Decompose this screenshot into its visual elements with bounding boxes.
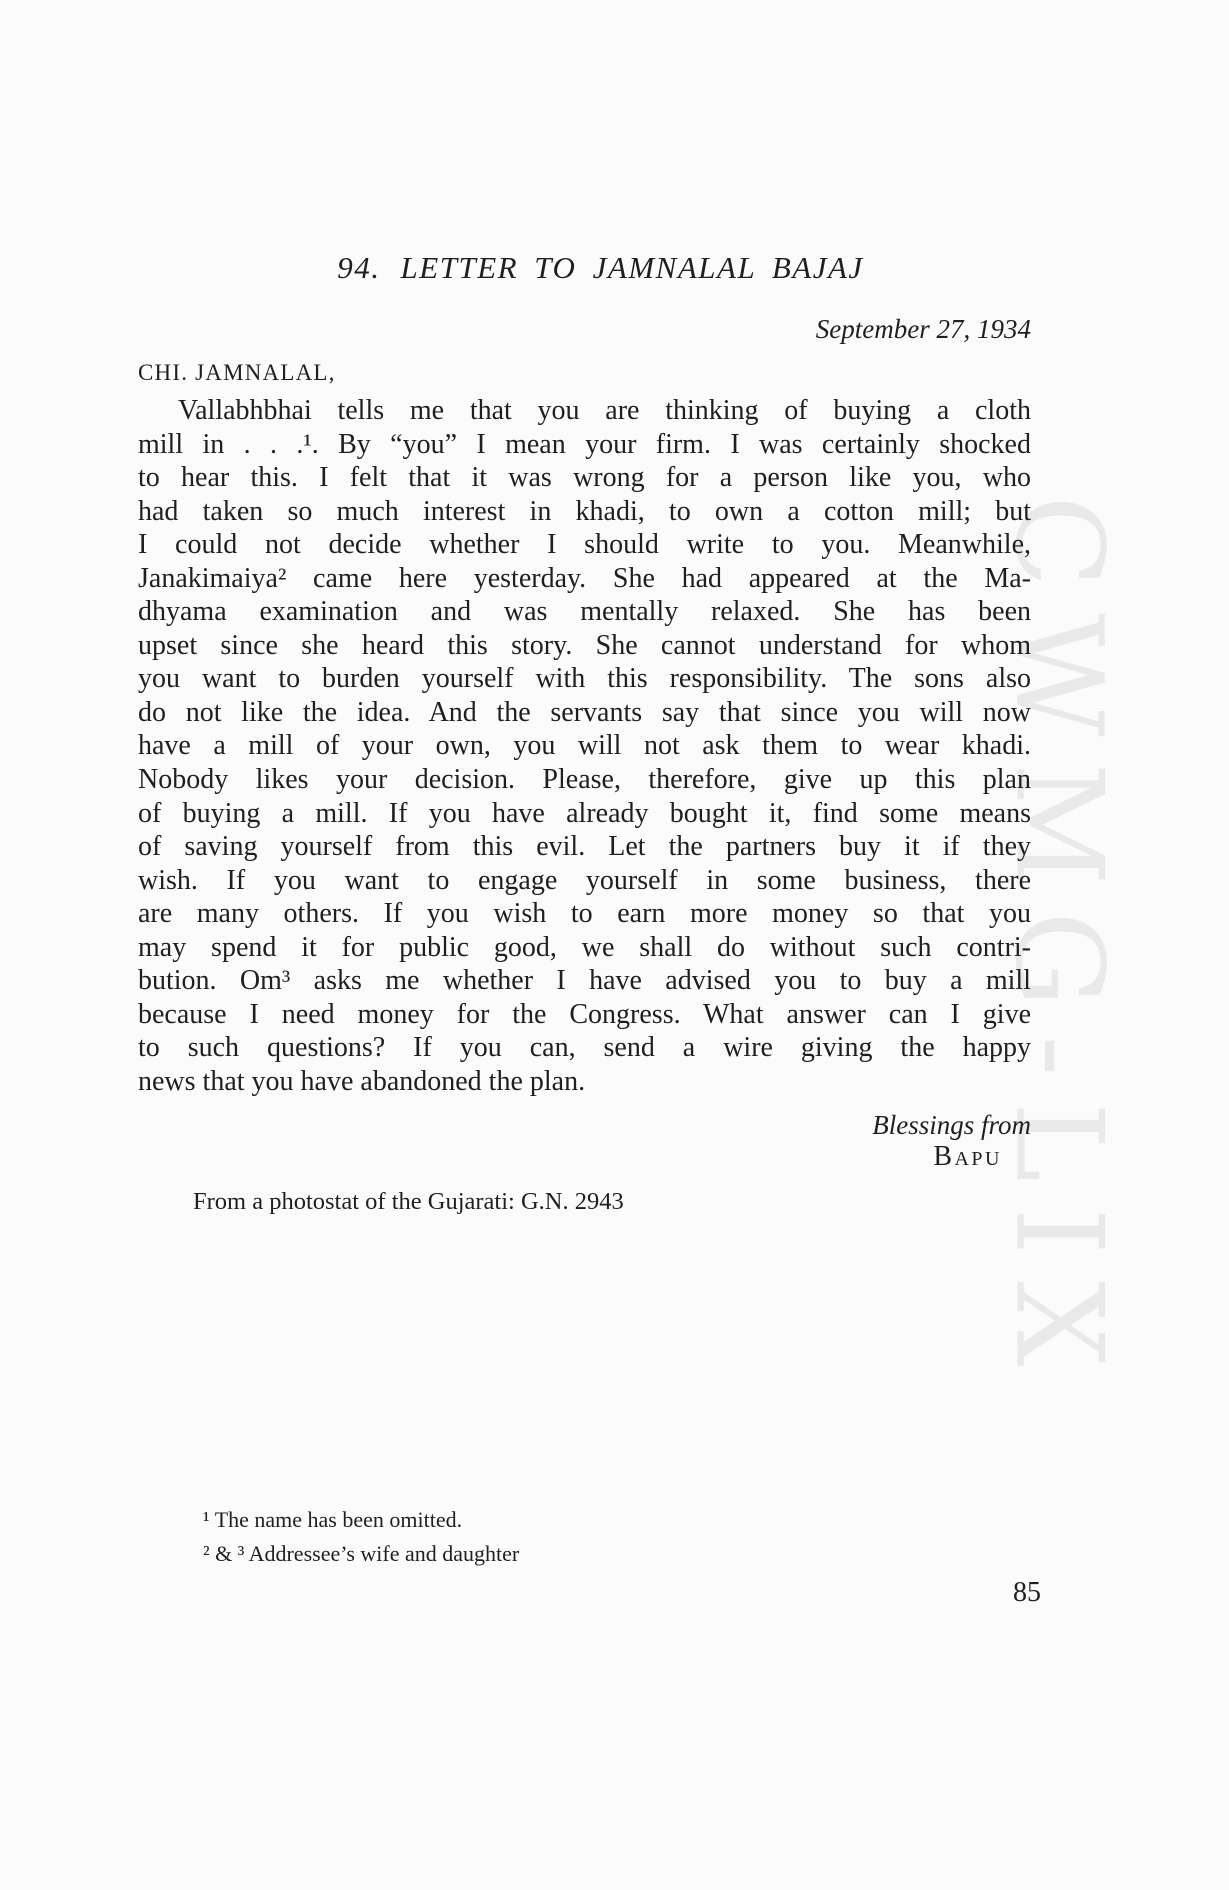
letter-body-line: do not like the idea. And the servants say that since you will now bbox=[138, 696, 1031, 728]
letter-body bbox=[138, 394, 1031, 1098]
footnotes bbox=[203, 1503, 519, 1571]
letter-body-line: upset since she heard this story. She cannot understand for whom bbox=[138, 629, 1031, 661]
letter-body-line: wish. If you want to engage yourself in some business, there bbox=[138, 864, 1031, 896]
letter-body-line: Nobody likes your decision. Please, therefore, give up this plan bbox=[138, 764, 1031, 796]
letter-body-line: Janakimaiya² came here yesterday. She had appeared at the Ma- bbox=[138, 562, 1031, 594]
letter-body-line: to hear this. I felt that it was wrong for a person like you, who bbox=[138, 462, 1031, 494]
letter-body-line: because I need money for the Congress. What answer can I give bbox=[138, 998, 1031, 1030]
volume-watermark: CWMG-LIX bbox=[988, 495, 1128, 1393]
letter-body-line: to such questions? If you can, send a wire giving the happy bbox=[138, 1032, 1031, 1064]
footnote-1: ¹ The name has been omitted. bbox=[203, 1507, 463, 1532]
letter-valediction: Blessings from bbox=[872, 1110, 1031, 1140]
letter-body-line: I could not decide whether I should write to you. Meanwhile, bbox=[138, 529, 1031, 561]
letter-title: LETTER TO JAMNALAL BAJAJ bbox=[400, 250, 864, 285]
source-reference: From a photostat of the Gujarati: G.N. 2943 bbox=[193, 1188, 624, 1215]
letter-body-line: are many others. If you wish to earn more money so that you bbox=[138, 898, 1031, 930]
letter-signature: Bapu bbox=[933, 1141, 1002, 1172]
letter-body-line: had taken so much interest in khadi, to own a cotton mill; but bbox=[138, 495, 1031, 527]
letter-body-line: you want to burden yourself with this responsibility. The sons also bbox=[138, 663, 1031, 695]
letter-date: September 27, 1934 bbox=[815, 314, 1031, 344]
letter-body-line: mill in . . .¹. By “you” I mean your firm. I was certainly shocked bbox=[138, 428, 1031, 460]
letter-body-line: of buying a mill. If you have already bought it, find some means bbox=[138, 797, 1031, 829]
page-number: 85 bbox=[1013, 1577, 1041, 1608]
letter-number: 94. bbox=[337, 250, 381, 285]
letter-heading bbox=[154, 250, 1047, 286]
letter-body-line: of saving yourself from this evil. Let the partners buy it if they bbox=[138, 831, 1031, 863]
letter-body-line: dhyama examination and was mentally relaxed. She has been bbox=[138, 596, 1031, 628]
letter-body-line: bution. Om³ asks me whether I have advised you to buy a mill bbox=[138, 965, 1031, 997]
footnote-2: ² & ³ Addressee’s wife and daughter bbox=[203, 1541, 520, 1566]
letter-body-line: may spend it for public good, we shall do without such contri- bbox=[138, 931, 1031, 963]
letter-body-line: have a mill of your own, you will not ask them to wear khadi. bbox=[138, 730, 1031, 762]
letter-body-line: Vallabhbhai tells me that you are thinking of buying a cloth bbox=[178, 395, 1031, 426]
letter-body-line: news that you have abandoned the plan. bbox=[138, 1065, 586, 1097]
letter-salutation: CHI. JAMNALAL, bbox=[138, 360, 336, 385]
